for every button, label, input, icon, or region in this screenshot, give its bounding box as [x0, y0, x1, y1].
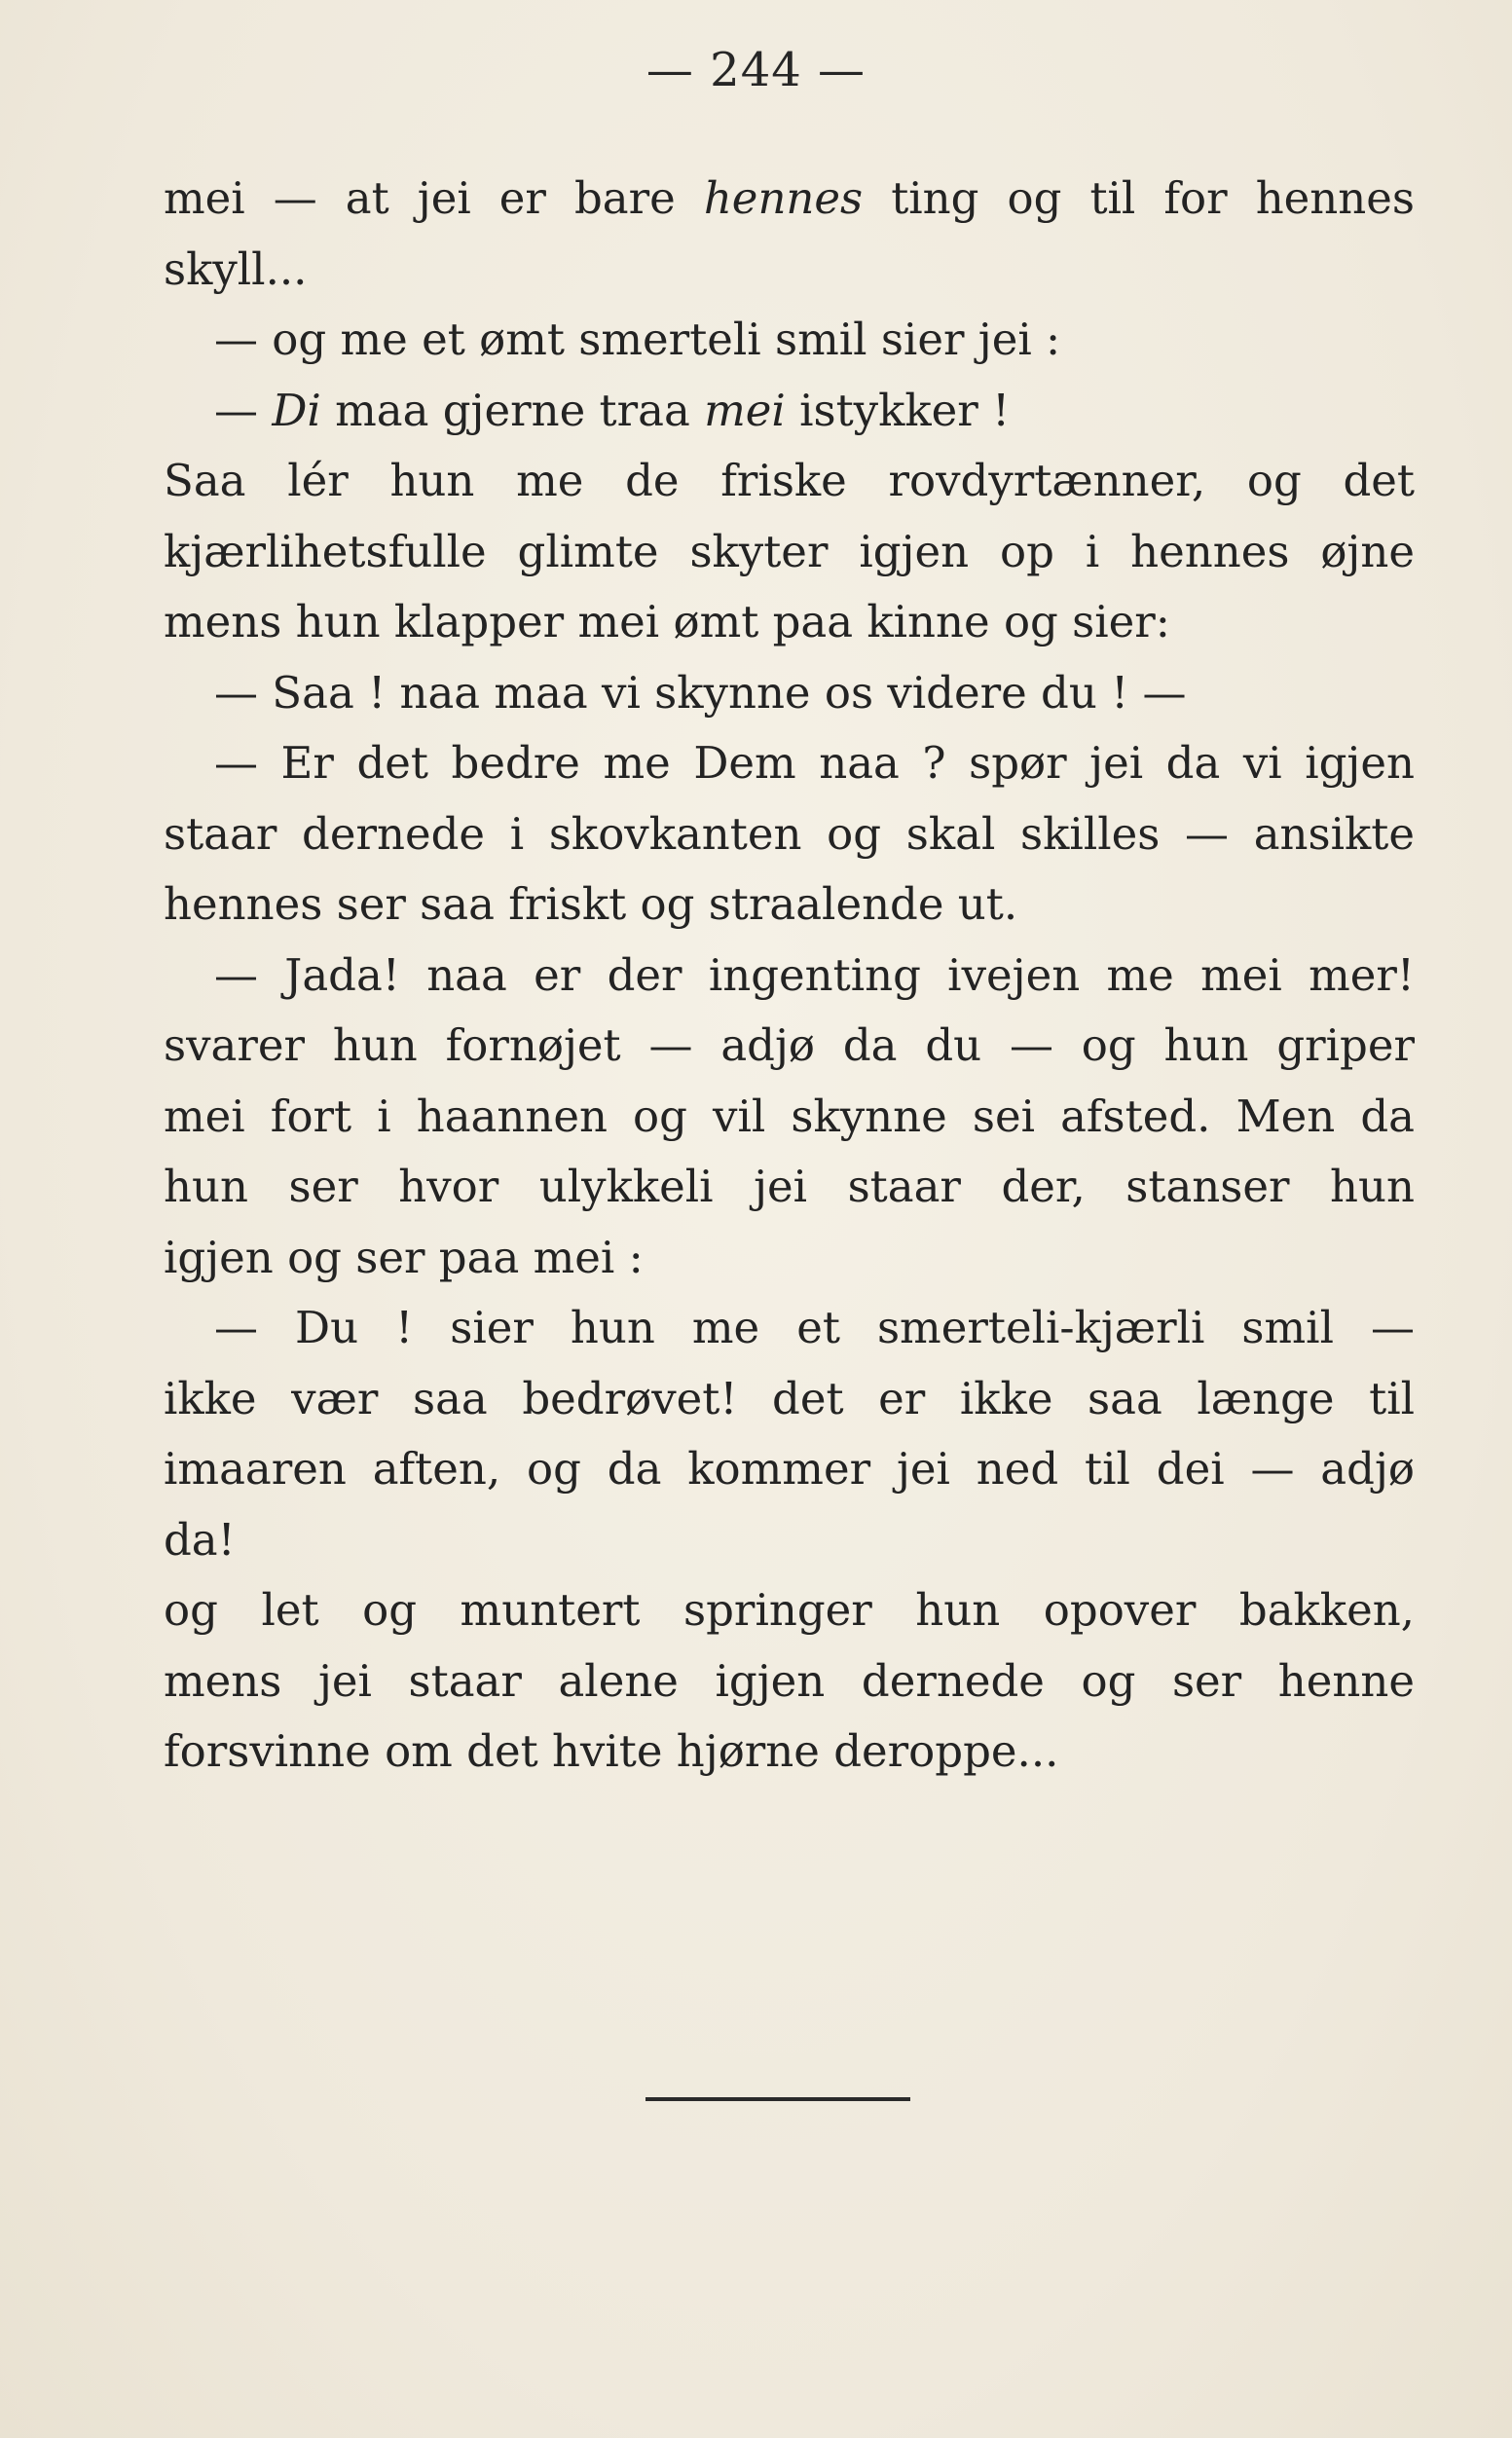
text-run: mei — at jei er bare: [164, 172, 704, 224]
text-line: [164, 376, 1415, 447]
text-line: imaaren aften, og da kommer jei ned til dei — adjø: [164, 1443, 1415, 1495]
text-line: svarer hun fornøjet — adjø da du — og hun griper: [164, 1019, 1415, 1071]
text-run: istykker !: [785, 384, 1011, 436]
text-line: igjen og ser paa mei :: [164, 1231, 644, 1283]
text-line: kjærlihetsfulle glimte skyter igjen op i hennes øjne: [164, 525, 1415, 577]
text-line: staar dernede i skovkanten og skal skilles — ansikte: [164, 807, 1415, 860]
text-line: og let og muntert springer hun opover bakken,: [164, 1584, 1415, 1636]
italic-word: Di: [272, 384, 321, 436]
text-line: skyll...: [164, 242, 308, 295]
page-number: — 244 —: [645, 43, 867, 97]
text-line: ikke vær saa bedrøvet! det er ikke saa længe til: [164, 1372, 1415, 1424]
italic-word: mei: [704, 384, 786, 436]
text-line: — Saa ! naa maa vi skynne os videre du ! —: [214, 666, 1187, 719]
text-line: mens hun klapper mei ømt paa kinne og sier:: [164, 596, 1170, 647]
text-line: da!: [164, 1513, 236, 1566]
body-text: [164, 164, 1415, 1788]
text-line: — og me et ømt smerteli smil sier jei :: [214, 314, 1061, 365]
text-line: [164, 164, 1415, 235]
text-line: Saa lér hun me de friske rovdyrtænner, og det: [164, 455, 1415, 506]
text-line: — Er det bedre me Dem naa ? spør jei da vi igjen: [214, 737, 1415, 789]
text-run: —: [214, 384, 273, 436]
text-run: maa gjerne traa: [320, 384, 705, 436]
text-line: forsvinne om det hvite hjørne deroppe...: [164, 1725, 1059, 1777]
text-line: mei fort i haannen og vil skynne sei afsted. Men da: [164, 1090, 1415, 1142]
end-rule: [645, 2097, 910, 2101]
text-line: hennes ser saa friskt og straalende ut.: [164, 878, 1018, 930]
italic-word: hennes: [703, 172, 864, 224]
text-line: mens jei staar alene igjen dernede og ser henne: [164, 1654, 1415, 1707]
text-line: — Du ! sier hun me et smerteli-kjærli smil —: [214, 1302, 1415, 1353]
text-line: — Jada! naa er der ingenting ivejen me mei mer!: [214, 948, 1415, 1001]
text-line: hun ser hvor ulykkeli jei staar der, stanser hun: [164, 1161, 1415, 1212]
text-run: ting og til for hennes: [863, 172, 1415, 224]
